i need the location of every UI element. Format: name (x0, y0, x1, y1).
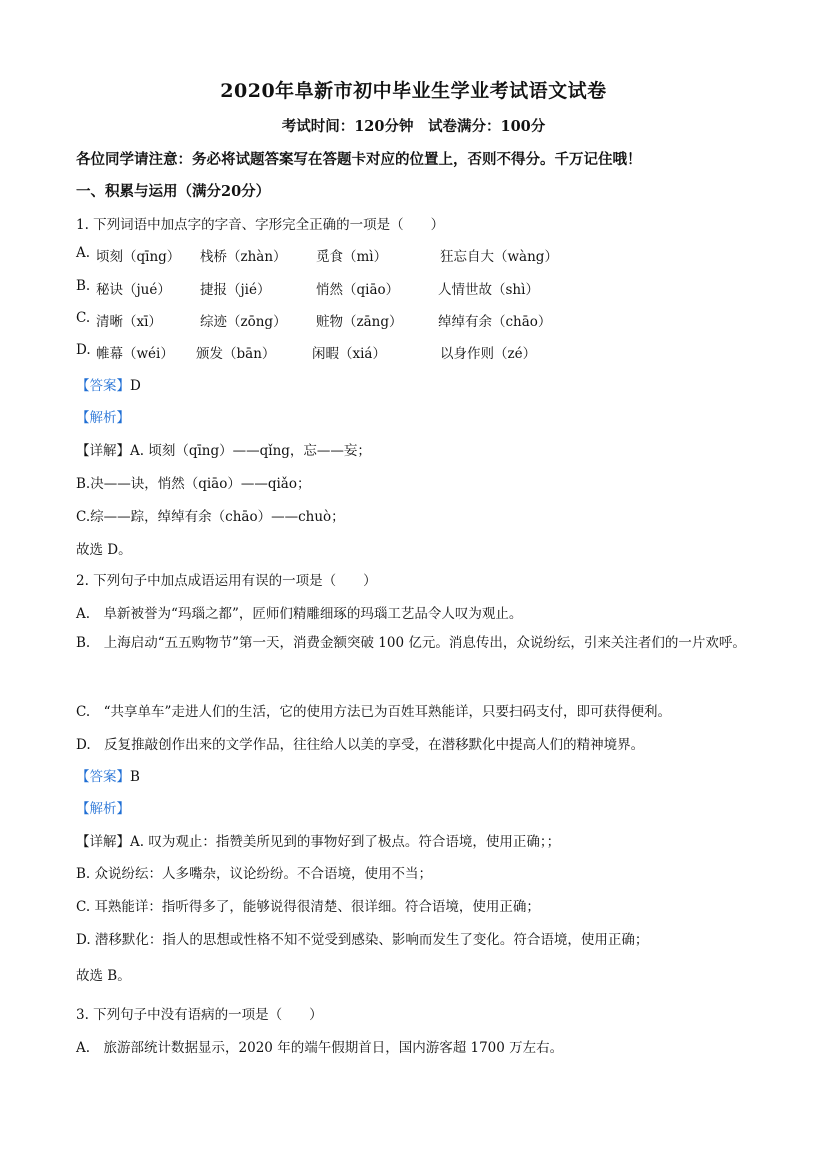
option-word: 人情世故（shì） (438, 282, 539, 298)
option-label: B. (76, 278, 91, 294)
option-word: 绰绰有余（chāo） (438, 314, 552, 330)
exam-title: 2020年阜新市初中毕业生学业考试语文试卷 (220, 80, 607, 102)
q3-option-a: A. 旅游部统计数据显示，2020 年的端午假期首日，国内游客超 1700 万左右。 (76, 1040, 564, 1056)
option-word: 综迹（zōng） (200, 314, 287, 330)
exam-notice: 各位同学请注意：务必将试题答案写在答题卡对应的位置上，否则不得分。千万记住哦！ (76, 151, 642, 168)
option-word: 闲暇（xiá） (312, 346, 386, 362)
option-word: 觅食（mì） (316, 249, 388, 265)
option-word: 秘诀（jué） (96, 282, 171, 298)
q2-answer (76, 765, 140, 785)
option-word: 顷刻（qīng） (96, 249, 181, 265)
q2-detail: C. 耳熟能详：指听得多了，能够说得很清楚、很详细。符合语境，使用正确； (76, 899, 540, 915)
option-label: A. (76, 245, 91, 261)
q1-detail: C.综——踪，绰绰有余（chāo）——chuò； (76, 509, 345, 525)
q2-option-d: D. 反复推敲创作出来的文学作品，往往给人以美的享受，在潜移默化中提高人们的精神境界。 (76, 737, 645, 753)
q3-stem: 3. 下列句子中没有语病的一项是（ ） (76, 1007, 323, 1023)
q2-option-a: A. 阜新被誉为“玛瑙之都”，匠师们精雕细琢的玛瑙工艺品令人叹为观止。 (76, 606, 523, 622)
q2-option-b: B. 上海启动“五五购物节”第一天，消费金额突破 100 亿元。消息传出，众说纷纭，引来关注者们的一片欢呼。 (76, 635, 746, 651)
option-word: 颁发（bān） (196, 346, 276, 362)
q2-detail: 【详解】A. 叹为观止：指赞美所见到的事物好到了极点。符合语境，使用正确；； (76, 834, 561, 850)
q1-stem: 1. 下列词语中加点字的字音、字形完全正确的一项是（ ） (76, 217, 445, 233)
q1-option-a (76, 245, 756, 265)
option-word: 赃物（zāng） (316, 314, 403, 330)
answer-value: D (130, 378, 141, 394)
answer-tag: 【答案】 (76, 378, 130, 394)
option-word: 清晰（xī） (96, 314, 162, 330)
option-label: D. (76, 342, 91, 358)
option-word: 帷幕（wéi） (96, 346, 174, 362)
section-title: 一、积累与运用（满分20分） (76, 183, 271, 200)
q1-conclusion: 故选 D。 (76, 542, 132, 558)
q2-detail: B. 众说纷纭：人多嘴杂，议论纷纷。不合语境，使用不当； (76, 866, 433, 882)
option-word: 捷报（jié） (200, 282, 271, 298)
q1-option-b (76, 278, 756, 298)
option-word: 以身作则（zé） (440, 346, 537, 362)
option-word: 狂忘自大（wàng） (440, 249, 558, 265)
q1-detail: B.决——诀，悄然（qiāo）——qiǎo； (76, 476, 311, 492)
option-label: C. (76, 310, 91, 326)
answer-value: B (130, 769, 140, 785)
q2-detail: D. 潜移默化：指人的思想或性格不知不觉受到感染、影响而发生了变化。符合语境，使用正确； (76, 932, 649, 948)
option-word: 悄然（qiāo） (316, 282, 400, 298)
exam-info: 考试时间：120分钟 试卷满分：100分 (281, 118, 546, 135)
q1-answer (76, 374, 141, 394)
option-word: 栈桥（zhàn） (200, 249, 287, 265)
q2-option-c: C. “共享单车”走进人们的生活，它的使用方法已为百姓耳熟能详，只要扫码支付，即可获得便利。 (76, 704, 671, 720)
q2-stem: 2. 下列句子中加点成语运用有误的一项是（ ） (76, 573, 377, 589)
q1-detail: 【详解】A. 顷刻（qīng）——qǐng，忘——妄； (76, 443, 371, 459)
q1-option-c (76, 310, 756, 330)
q1-analysis-tag: 【解析】 (76, 410, 130, 426)
q2-analysis-tag: 【解析】 (76, 801, 130, 817)
q1-option-d (76, 342, 756, 362)
q2-conclusion: 故选 B。 (76, 968, 131, 984)
answer-tag: 【答案】 (76, 769, 130, 785)
